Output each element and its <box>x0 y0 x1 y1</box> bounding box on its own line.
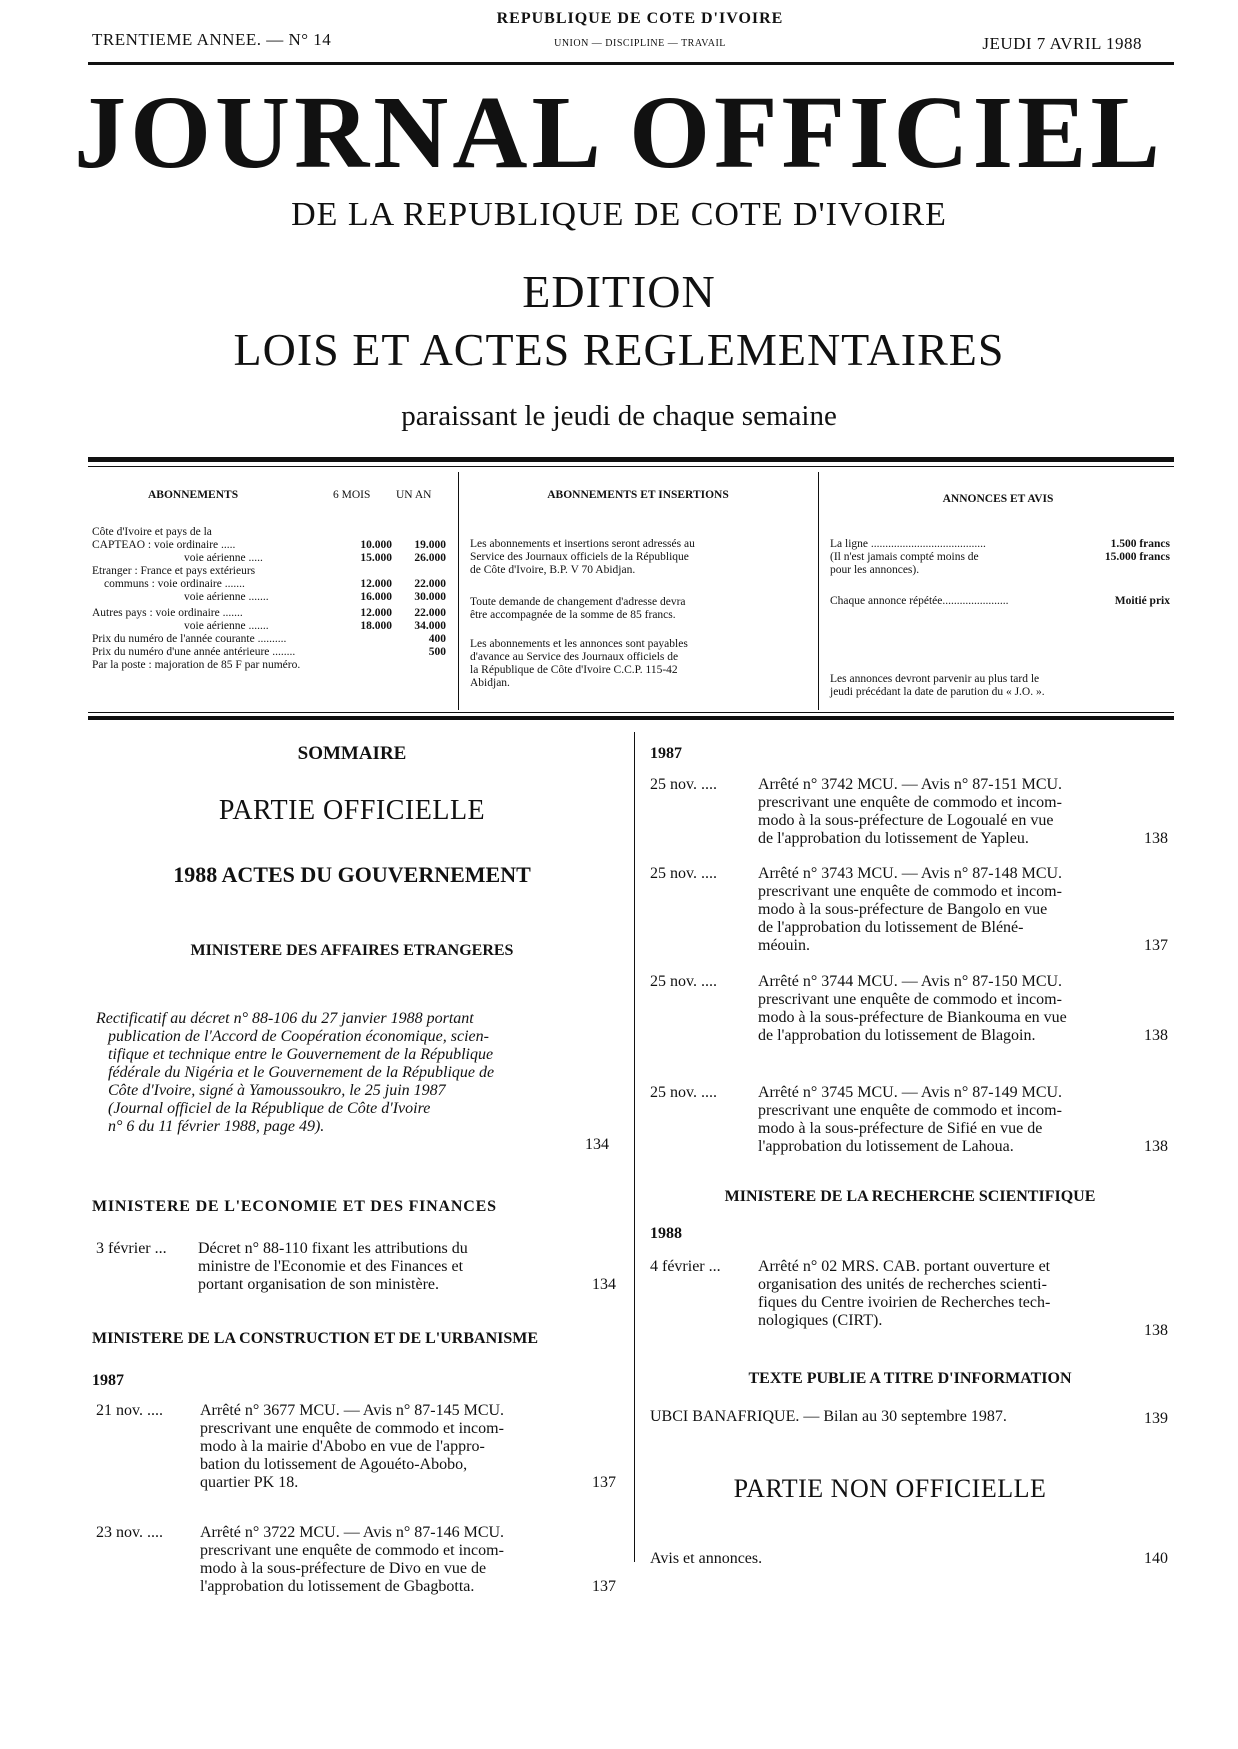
ministry-economy: MINISTERE DE L'ECONOMIE ET DES FINANCES <box>92 1198 497 1215</box>
subscription-row: voie aérienne ....... 18.000 34.000 <box>184 620 446 632</box>
annonces-heading: ANNONCES ET AVIS <box>942 493 1054 505</box>
annonces-deadline: Les annonces devront parvenir au plus tard le jeudi précédant la date de parution du « J.O. ». <box>830 673 1045 698</box>
annonces-rates: La ligne ........................................ 1.500 francs (Il n'est jamais compté moins de 15.000 francs pour les annonces). Chaque annonce répétée....................... Moitié prix <box>830 538 1170 607</box>
box-top-rule <box>88 457 1174 462</box>
year-1987-left: 1987 <box>92 1372 124 1389</box>
subscription-table <box>92 526 446 672</box>
box-bottom-rule <box>88 716 1174 720</box>
year-1987-right: 1987 <box>650 745 682 762</box>
column-divider <box>634 732 635 1562</box>
subscription-row: Etranger : France et pays extérieurs <box>92 565 256 577</box>
eco-entry: Décret n° 88-110 fixant les attributions du ministre de l'Economie et des Finances et portant organisation de son ministère. <box>198 1240 468 1293</box>
rectificatif-page: 134 <box>585 1136 609 1153</box>
publication-frequency: paraissant le jeudi de chaque semaine <box>401 400 837 432</box>
rectificatif-entry: Rectificatif au décret n° 88-106 du 27 janvier 1988 portant publication de l'Accord de Coopération économique, scien- tifique et technique entre le Gouvernement de la République fédérale du Nigéria et le Gouvernement de la République de Côte d'Ivoire, signé à Yamoussoukro, le 25 juin 1987 (Journal officiel de la République de Côte d'Ivoire n° 6 du 11 février 1988, page 49). <box>96 1010 495 1135</box>
republic-name: REPUBLIQUE DE COTE D'IVOIRE <box>496 10 784 27</box>
issue-date: JEUDI 7 AVRIL 1988 <box>982 34 1142 53</box>
partie-non-officielle-heading: PARTIE NON OFFICIELLE <box>733 1474 1047 1503</box>
insertions-heading: ABONNEMENTS ET INSERTIONS <box>547 489 729 501</box>
ministry-construction: MINISTERE DE LA CONSTRUCTION ET DE L'URBANISME <box>92 1330 539 1347</box>
ministry-foreign-affairs: MINISTERE DES AFFAIRES ETRANGERES <box>190 942 514 959</box>
eco-date: 3 février ... <box>96 1240 167 1257</box>
subscription-row: Par la poste : majoration de 85 F par numéro. <box>92 659 301 671</box>
sommaire-title: SOMMAIRE <box>297 743 407 764</box>
subscriptions-heading: ABONNEMENTS <box>148 489 239 501</box>
subscription-row: CAPTEAO : voie ordinaire ..... 10.000 19.000 <box>92 539 446 551</box>
subscription-row: communs : voie ordinaire ....... 12.000 22.000 <box>104 578 446 590</box>
year-issue: TRENTIEME ANNEE. — N° 14 <box>92 30 332 49</box>
subscription-row: Prix du numéro d'une année antérieure ........ 500 <box>92 646 446 658</box>
avis-entry: Avis et annonces. <box>650 1550 763 1567</box>
ubci-entry: UBCI BANAFRIQUE. — Bilan au 30 septembre 1987. <box>650 1408 1007 1425</box>
texte-publie-heading: TEXTE PUBLIE A TITRE D'INFORMATION <box>748 1370 1072 1387</box>
col-6-months: 6 MOIS <box>333 489 371 501</box>
edition-name: LOIS ET ACTES REGLEMENTAIRES <box>233 324 1005 375</box>
subscription-row: Autres pays : voie ordinaire ....... 12.000 22.000 <box>92 607 446 619</box>
insertions-address-change: Toute demande de changement d'adresse devra être accompagnée de la somme de 85 francs. <box>470 596 686 621</box>
eco-page: 134 <box>592 1276 616 1293</box>
ministry-research: MINISTERE DE LA RECHERCHE SCIENTIFIQUE <box>724 1188 1096 1205</box>
subscription-row: Côte d'Ivoire et pays de la <box>92 526 212 538</box>
partie-officielle-heading: PARTIE OFFICIELLE <box>218 795 486 826</box>
subscription-row: voie aérienne ....... 16.000 30.000 <box>184 591 446 603</box>
box-bottom-thin-rule <box>88 712 1174 713</box>
actes-heading: 1988 ACTES DU GOUVERNEMENT <box>173 862 531 887</box>
insertions-payment: Les abonnements et les annonces sont payables d'avance au Service des Journaux officiels de la République de Côte d'Ivoire C.C.P. 115-42 Abidjan. <box>470 638 688 689</box>
box-top-thin-rule <box>88 466 1174 467</box>
journal-subtitle: DE LA REPUBLIQUE DE COTE D'IVOIRE <box>291 196 947 233</box>
header-rule <box>88 62 1174 65</box>
box-divider-2 <box>818 472 819 710</box>
insertions-address: Les abonnements et insertions seront adressés au Service des Journaux officiels de la République de Côte d'Ivoire, B.P. V 70 Abidjan. <box>470 538 695 576</box>
journal-title: JOURNAL OFFICIEL <box>74 75 1164 190</box>
research-page: 138 <box>1144 1322 1168 1339</box>
motto: UNION — DISCIPLINE — TRAVAIL <box>554 38 726 49</box>
research-entry: Arrêté n° 02 MRS. CAB. portant ouverture et organisation des unités de recherches scienti- fiques du Centre ivoirien de Recherches tech- nologiques (CIRT). <box>758 1258 1051 1329</box>
research-date: 4 février ... <box>650 1258 721 1275</box>
subscription-row: Prix du numéro de l'année courante .......... 400 <box>92 633 446 645</box>
edition-label: EDITION <box>522 266 716 317</box>
ubci-page: 139 <box>1144 1410 1168 1427</box>
year-1988: 1988 <box>650 1225 682 1242</box>
subscription-row: voie aérienne ..... 15.000 26.000 <box>184 552 446 564</box>
box-divider-1 <box>458 472 459 710</box>
col-1-year: UN AN <box>396 489 432 501</box>
avis-page: 140 <box>1144 1550 1168 1567</box>
